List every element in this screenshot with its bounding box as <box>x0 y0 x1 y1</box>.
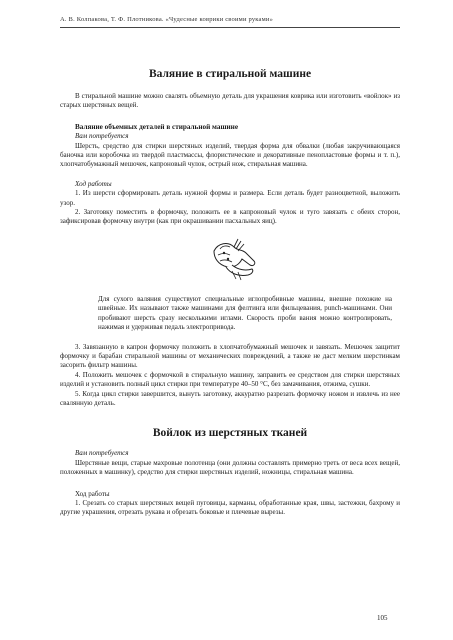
note-box: Для сухого валяния существуют специальные иглопробивные машины, внешне похожие на швейные. Их называют также машинами для фелтинга или фильцевания, punch-машинами. Они пробивают шерсть сразу несколькими иглами. Скорость проби вания можно контролировать, нажимая и удерживая педаль электропривода. <box>98 294 392 332</box>
header-rule <box>60 27 400 28</box>
step-item: 1. Срезать со старых шерстяных вещей пуговицы, карманы, обработанные края, швы, застежки, бахрому и другие украшения, отрезать рукава и обрезать боковые и плечевые вырезы. <box>60 498 400 517</box>
running-head: А. В. Колпакова, Т. Ф. Плотникова. «Чудесные коврики своими руками» <box>60 16 274 23</box>
step-item: 5. Когда цикл стирки завершится, вынуть заготовку, аккуратно разрезать формочку ножом и извлечь из нее свалянную деталь. <box>60 389 400 407</box>
section-title: Валяние в стиральной машине <box>148 68 312 80</box>
step-item: 2. Заготовку поместить в формочку, положить ее в капроновый чулок и туго завязать с обеих сторон, зафиксировав формочку внутри (как при окрашивании пасхальных яиц). <box>60 208 400 226</box>
needs-text: Шерстяные вещи, старые махровые полотенца (они должны составлять примерно треть от веса всех вещей, положенных в машинку), средство для стирки шерстяных изделий, ножницы, стиральная машина. <box>60 458 400 477</box>
step-item: 1. Из шерсти сформировать деталь нужной формы и размера. Если деталь будет разноцветной, выложить узор. <box>60 189 400 207</box>
needs-text: Шерсть, средство для стирки шерстяных изделий, твердая форма для обвалки (любая закручивающаяся баночка или коробочка из твердой пластмассы, флористические и декоративные пенопластовые формы и т. п.), хлопчатобумажный мешочек, капроновый чулок, острый нож, стиральная машина. <box>60 141 400 169</box>
step-item: 4. Положить мешочек с формочкой в стиральную машину, заправить ее средством для стирки шерстяных изделий и установить полный цикл стирки при температуре 40–50 °С, без замачивания, отжима, сушки. <box>60 370 400 389</box>
page-number: 105 <box>377 614 388 622</box>
needs-label: Вам потребуется <box>75 132 129 141</box>
section-title: Войлок из шерстяных тканей <box>152 427 308 440</box>
paragraph-intro: В стиральной машине можно свалять объемную деталь для украшения коврика или изготовить «войлок» из старых шерстяных вещей. <box>60 92 400 110</box>
steps-label: Ход работы <box>75 179 112 188</box>
needs-label: Вам потребуется <box>75 449 129 458</box>
page-content <box>60 32 400 518</box>
step-item: 3. Завязанную в капрон формочку положить в хлопчатобумажный мешочек и завязать. Мешочек защитит формочку и барабан стиральной машины от механических повреждений, а также не даст мелким шерстинкам засорить фильтр машины. <box>60 342 400 370</box>
subsection-title: Валяние объемных деталей в стиральной машине <box>75 122 239 131</box>
figure <box>60 231 400 287</box>
steps-label: Ход работы <box>75 489 110 498</box>
felting-needle-hand-icon <box>208 233 260 283</box>
